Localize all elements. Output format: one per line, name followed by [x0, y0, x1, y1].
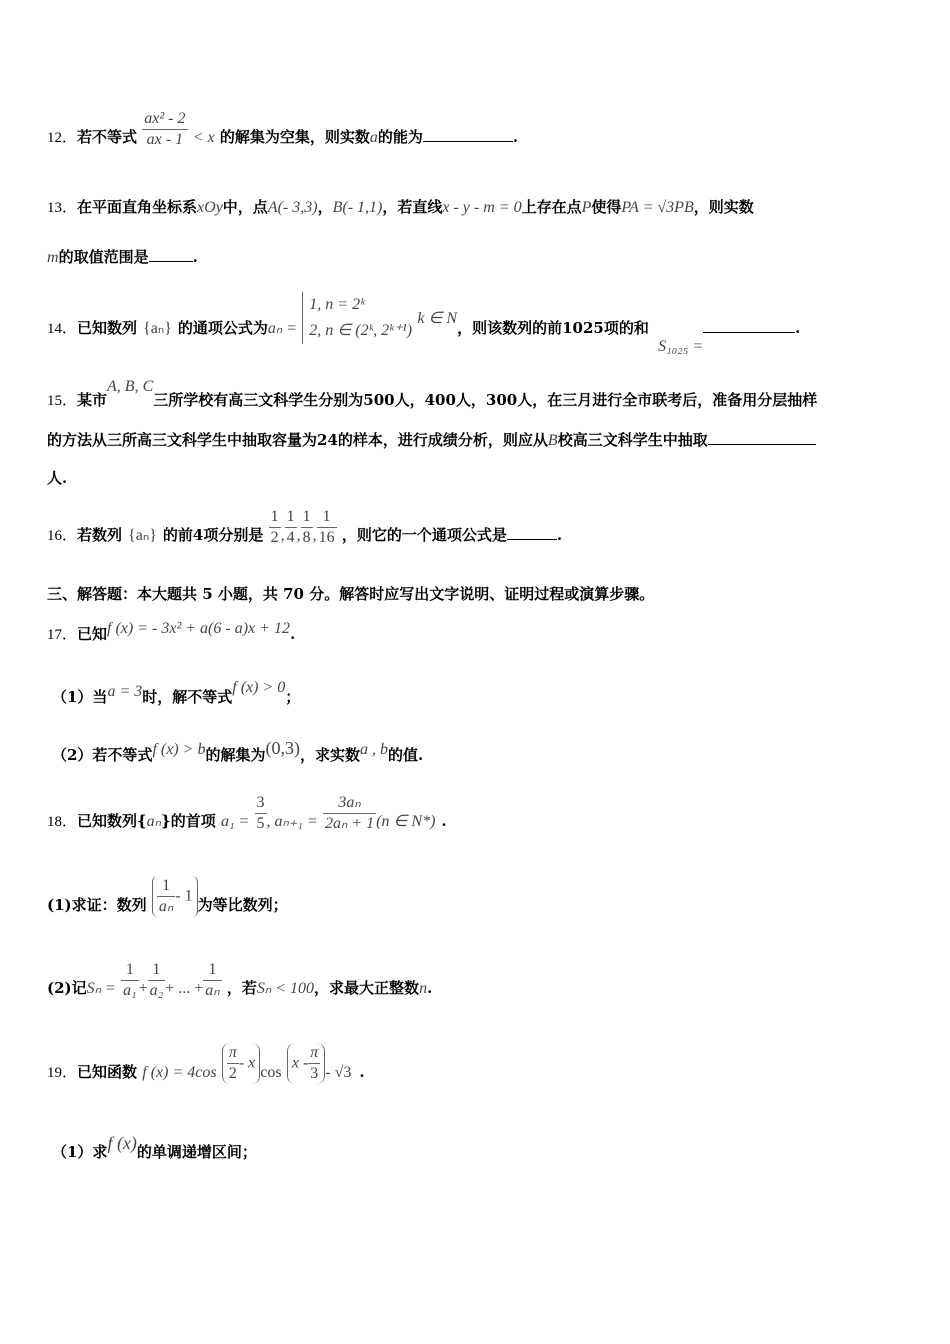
- q19-part-1: （1）求f (x)的单调递增区间；: [52, 1133, 257, 1161]
- q12-inequality: < x: [192, 129, 215, 146]
- q12-number: 12．: [47, 130, 78, 146]
- question-12: 12．若不等式 $\frac{\text{ax² - 2}}{ax - 1}$ < x 的解集为空集，则实数a的能为 .: [47, 109, 519, 148]
- q12-fraction: $\frac{\text{ax² - 2}}{ax - 1}$: [144, 109, 186, 148]
- q12-text: 若不等式: [77, 128, 138, 146]
- q16-frac-3: $\frac{1}{8}$: [302, 507, 311, 546]
- q14-answer-blank: [703, 320, 795, 333]
- q17-part-2: （2）若不等式f (x) > b的解集为(0,3)，求实数a , b的值.: [52, 738, 424, 764]
- question-15-cont: 的方法从三所高三文科学生中抽取容量为24的样本，进行成绩分析，则应从B校高三文科学生中抽取: [47, 429, 816, 450]
- q13-point-b: B(- 1,1): [332, 199, 383, 216]
- q19-function: f (x) = 4cos: [142, 1064, 217, 1081]
- q17-part-1: （1）当a = 3时，解不等式f (x) > 0；: [52, 679, 301, 706]
- q16-frac-4: $\frac{1}{16}$: [318, 507, 335, 546]
- q18-part-2: (2)记Sₙ = $\frac{1}{\text{a₁}}$ + $\frac{1}{\text{a₂}}$ + ... + $\frac{1}{\text{aₙ}}$ ，若Sₙ < 100，求最大正整数n.: [47, 960, 433, 999]
- q18-part-1: (1)求证：数列 $\frac{1}{\text{aₙ}}$ - 1为等比数列；: [47, 876, 288, 915]
- question-14: 14．已知数列 {aₙ} 的通项公式为aₙ = 1, n = 2ᵏ 2, n ∈ (2ᵏ, 2ᵏ⁺¹) k ∈ N，则该数列的前1025项的和 S₁₀₂₅ =.: [47, 308, 800, 356]
- q18-frac-recurrence: $\frac{\text{3aₙ}}{\text{2aₙ + 1}}$: [324, 793, 375, 832]
- q13-answer-blank: [149, 249, 193, 262]
- q13-point-a: A(- 3,3): [267, 199, 318, 216]
- question-13-cont: m的取值范围是 .: [47, 248, 198, 266]
- q12-answer-blank: [423, 129, 513, 142]
- q16-answer-blank: [507, 527, 557, 540]
- question-18: 18．已知数列{aₙ}的首项 a₁ = $\frac{3}{5}$ , aₙ₊₁ = $\frac{\text{3aₙ}}{\text{2aₙ + 1}}$ (n ∈ N*) .: [47, 793, 447, 832]
- section-3-heading: 三、解答题：本大题共 5 小题，共 70 分。解答时应写出文字说明、证明过程或演算步骤。: [47, 585, 655, 603]
- q15-answer-blank: [708, 432, 816, 445]
- question-15: 15．某市A, B, C三所学校有高三文科学生分别为500人，400人，300人，在三月进行全市联考后，准备用分层抽样: [47, 378, 818, 409]
- q14-piecewise: 1, n = 2ᵏ 2, n ∈ (2ᵏ, 2ᵏ⁺¹): [302, 292, 412, 344]
- q18-frac-a1: $\frac{3}{5}$: [256, 793, 265, 832]
- q14-sum-label: S₁₀₂₅ =: [658, 338, 704, 355]
- q15-schools: A, B, C: [107, 378, 154, 395]
- q14-sequence: {aₙ}: [143, 320, 172, 337]
- question-16: 16．若数列 {aₙ} 的前4项分别是 $\frac{1}{2}$ , $\frac{1}{4}$ , $\frac{1}{8}$ , $\frac{1}{16}$ ，则它的一个通项公式是 .: [47, 507, 563, 546]
- q18-brace-expr: $\frac{1}{\text{aₙ}}$ - 1: [152, 876, 198, 917]
- q17-function: f (x) = - 3x² + a(6 - a)x + 12: [107, 620, 290, 637]
- question-13: 13．在平面直角坐标系xOy中，点A(- 3,3)，B(- 1,1)，若直线x - y - m = 0上存在点P使得PA = √3PB，则实数: [47, 198, 754, 216]
- q16-frac-2: $\frac{1}{4}$: [286, 507, 295, 546]
- question-15-end: 人.: [47, 469, 68, 487]
- question-19: 19．已知函数 f (x) = 4cos $\frac{\pi}{2}$ - xcos x - $\frac{\pi}{3}$ - √3 .: [47, 1043, 365, 1082]
- question-17: 17．已知f (x) = - 3x² + a(6 - a)x + 12.: [47, 620, 296, 643]
- q13-line-eq: x - y - m = 0: [442, 199, 522, 216]
- q13-condition: PA = √3PB: [621, 199, 694, 216]
- q16-frac-1: $\frac{1}{2}$: [270, 507, 279, 546]
